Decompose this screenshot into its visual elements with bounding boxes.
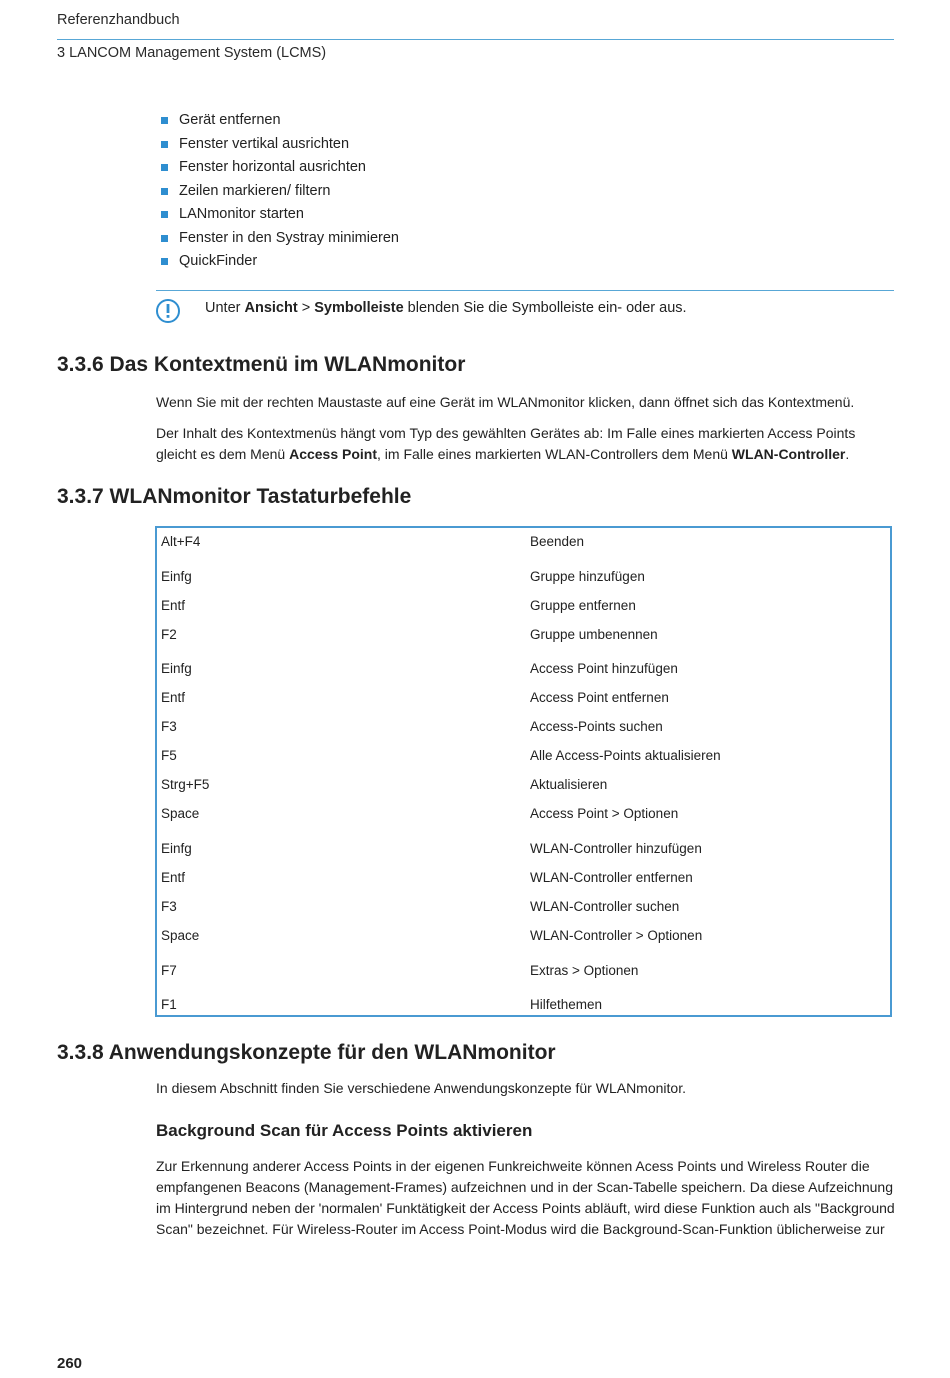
shortcut-key: Strg+F5 bbox=[161, 777, 210, 792]
shortcut-key: Entf bbox=[161, 598, 186, 613]
shortcut-action: Alle Access-Points aktualisieren bbox=[530, 748, 721, 763]
square-bullet-icon bbox=[161, 141, 168, 148]
list-item: Zeilen markieren/ filtern bbox=[160, 181, 399, 205]
note-text: Unter Ansicht > Symbolleiste blenden Sie die Symbolleiste ein- oder aus. bbox=[205, 300, 687, 316]
shortcut-key: F3 bbox=[161, 899, 177, 914]
shortcut-action: Extras > Optionen bbox=[530, 963, 639, 978]
shortcut-action: Hilfethemen bbox=[530, 997, 603, 1012]
shortcut-action: Access-Points suchen bbox=[530, 719, 663, 734]
shortcut-key: F7 bbox=[161, 963, 177, 978]
shortcut-key: Entf bbox=[161, 690, 186, 705]
section-heading-338: 3.3.8 Anwendungskonzepte für den WLANmonitor bbox=[57, 1041, 556, 1064]
shortcut-action: Access Point > Optionen bbox=[530, 806, 679, 821]
list-item: Fenster horizontal ausrichten bbox=[160, 157, 399, 181]
shortcut-action: Aktualisieren bbox=[530, 777, 608, 792]
square-bullet-icon bbox=[161, 117, 168, 124]
running-header-chapter: 3 LANCOM Management System (LCMS) bbox=[57, 45, 327, 61]
shortcut-key: F5 bbox=[161, 748, 177, 763]
paragraph: Der Inhalt des Kontextmenüs hängt vom Typ des gewählten Gerätes ab: Im Falle eines markierten Access Points gleicht es dem Menü Access Point, im Falle eines markierten WLAN-Controllers dem Menü WLAN-Controller. bbox=[156, 425, 856, 462]
shortcut-action: Access Point entfernen bbox=[530, 690, 669, 705]
menu-symbolleiste: Symbolleiste bbox=[314, 300, 404, 316]
header-rule bbox=[57, 39, 894, 40]
section-heading-337: 3.3.7 WLANmonitor Tastaturbefehle bbox=[57, 485, 412, 508]
square-bullet-icon bbox=[161, 188, 168, 195]
shortcut-action: Access Point hinzufügen bbox=[530, 661, 678, 676]
shortcut-key: F3 bbox=[161, 719, 177, 734]
page-number: 260 bbox=[57, 1355, 83, 1372]
square-bullet-icon bbox=[161, 235, 168, 242]
paragraph: In diesem Abschnitt finden Sie verschiedene Anwendungskonzepte für WLANmonitor. bbox=[156, 1080, 686, 1096]
shortcut-action: Gruppe entfernen bbox=[530, 598, 636, 613]
list-item: Fenster vertikal ausrichten bbox=[160, 134, 399, 158]
shortcut-key: Entf bbox=[161, 870, 186, 885]
shortcut-key: Space bbox=[161, 806, 200, 821]
shortcut-key: Einfg bbox=[161, 841, 192, 856]
shortcut-action: Gruppe umbenennen bbox=[530, 627, 658, 642]
running-header-title: Referenzhandbuch bbox=[57, 12, 180, 28]
subsection-heading: Background Scan für Access Points aktivieren bbox=[156, 1121, 533, 1140]
square-bullet-icon bbox=[161, 258, 168, 265]
paragraph: Wenn Sie mit der rechten Maustaste auf eine Gerät im WLANmonitor klicken, dann öffnet sich das Kontextmenü. bbox=[156, 394, 855, 410]
list-item: Fenster in den Systray minimieren bbox=[160, 228, 399, 252]
menu-ansicht: Ansicht bbox=[244, 300, 298, 316]
list-item: LANmonitor starten bbox=[160, 204, 399, 228]
shortcut-key: F2 bbox=[161, 627, 177, 642]
shortcut-key: Einfg bbox=[161, 569, 192, 584]
shortcut-key: F1 bbox=[161, 997, 177, 1012]
list-item: QuickFinder bbox=[160, 251, 399, 275]
section-heading-336: 3.3.6 Das Kontextmenü im WLANmonitor bbox=[57, 353, 466, 376]
shortcut-key: Space bbox=[161, 928, 200, 943]
shortcut-action: WLAN-Controller hinzufügen bbox=[530, 841, 702, 856]
list-item: Gerät entfernen bbox=[160, 110, 399, 134]
square-bullet-icon bbox=[161, 164, 168, 171]
bullet-list bbox=[160, 110, 399, 275]
shortcut-action: Beenden bbox=[530, 534, 585, 549]
shortcut-action: Gruppe hinzufügen bbox=[530, 569, 645, 584]
exclamation-circle-icon bbox=[155, 298, 181, 324]
note-rule bbox=[156, 290, 894, 291]
shortcut-key: Einfg bbox=[161, 661, 192, 676]
shortcut-action: WLAN-Controller entfernen bbox=[530, 870, 693, 885]
shortcut-action: WLAN-Controller suchen bbox=[530, 899, 680, 914]
shortcut-key: Alt+F4 bbox=[161, 534, 201, 549]
keyboard-shortcut-table bbox=[155, 526, 892, 1017]
square-bullet-icon bbox=[161, 211, 168, 218]
shortcut-action: WLAN-Controller > Optionen bbox=[530, 928, 703, 943]
paragraph: Zur Erkennung anderer Access Points in der eigenen Funkreichweite können Acess Points und Wireless Router die empfangenen Beacons (Management-Frames) aufzeichnen und in der Scan-Tabelle speichern. Da diese Aufzeichnung im Hintergrund neben der 'normalen' Funktätigkeit der Access Points abläuft, wird diese Funktion auch als "Background Scan" bezeichnet. Für Wireless-Router im Access Point-Modus wird die Background-Scan-Funktion üblicherweise zur bbox=[156, 1158, 895, 1237]
